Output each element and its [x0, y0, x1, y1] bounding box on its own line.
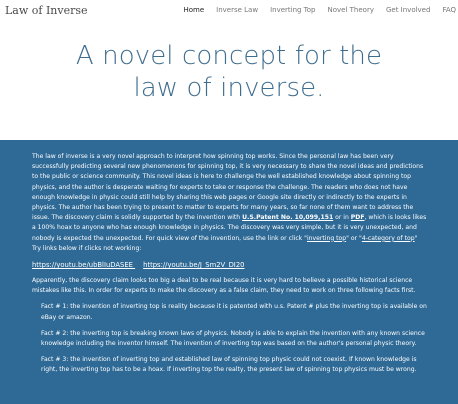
patent-link[interactable]: U.S.Patent No. 10,099,151 [242, 214, 334, 222]
nav-inverting-top[interactable]: Inverting Top [270, 6, 316, 14]
top-bar [0, 0, 458, 24]
hero-title-line-1: A novel concept for the [75, 41, 383, 71]
video-links [32, 260, 428, 270]
nav-faq[interactable]: FAQ [442, 6, 456, 14]
nav-novel-theory[interactable]: Novel Theory [327, 6, 374, 14]
intro-text-or: " or " [346, 234, 362, 242]
intro-paragraph [32, 152, 428, 254]
intro-text-3: " Try links below if clicks not working: [32, 234, 418, 252]
hero-title [0, 40, 458, 104]
nav-inverse-law[interactable]: Inverse Law [216, 6, 259, 14]
category-link[interactable]: 4-category of top [361, 234, 415, 242]
site-title[interactable]: Law of Inverse [5, 4, 88, 17]
fact-1: Fact # 1: the invention of inverting top is reality because it is patented with u.s. Patent # plus the inverting top is available on eBay or amazon. [41, 303, 427, 321]
inverting-top-link[interactable]: inverting top [306, 234, 347, 242]
main-nav [183, 6, 456, 14]
intro-text-2: , which is looks likes a 100% hoax to anyone who has enough knowledge in physics. The discovery was very simple, but it is very unexpected, and nobody is expected the unexpected. For quick view of the invention, use the link or click " [32, 214, 427, 242]
nav-get-involved[interactable]: Get Involved [385, 6, 431, 14]
video-link-1[interactable]: https://youtu.be/ubBlIuDASEE [32, 261, 136, 270]
hero [0, 40, 458, 104]
nav-home[interactable]: Home [183, 6, 205, 14]
hero-title-line-2: law of inverse. [133, 73, 325, 103]
claim-paragraph: Apparently, the discovery claim looks too big a deal to be real because it is very hard to believe a possible historical science mistakes like this. In order for experts to make the discovery as a false claim, they need to work on three following facts first. [32, 277, 416, 295]
video-link-2[interactable]: https://youtu.be/J_Sm2V_DI20 [143, 261, 245, 270]
fact-2: Fact # 2: the inverting top is breaking known laws of physics. Nobody is able to explain the invention with any known science knowledge including the inventor himself. The invention of inverting top was based on the author's personal physic theory. [41, 329, 425, 348]
pdf-link[interactable]: PDF [350, 214, 365, 222]
intro-text-or-in: or in [333, 214, 351, 222]
content-band [0, 140, 458, 404]
intro-text-1: The law of inverse is a very novel approach to interpret how spinning top works. Since the personal law has been very successfully predicting several new phenomenons for spinning top, it is very necessary to share the novel ideas and predictions to the public or science community. This novel ideas is here to challenge the well established knowledge about spinning top physics, and the author is desperate waiting for experts to take or response the challenge. The readers who does not have enough knowledge in physic could still help by sharing this web pages or Google site directly or indirectly to the experts in physics. The author has been trying to present to matter to experts for many years, so far none of them want to address the issue. The discovery claim is solidly supported by the invention with [32, 153, 424, 222]
fact-3: Fact # 3: the invention of inverting top and established law of spinning top physic could not coexist. If known knowledge is right, the inverting top has to be a hoax. If inverting top the realty, the present law of spinning top physics must be wrong. [41, 356, 417, 374]
